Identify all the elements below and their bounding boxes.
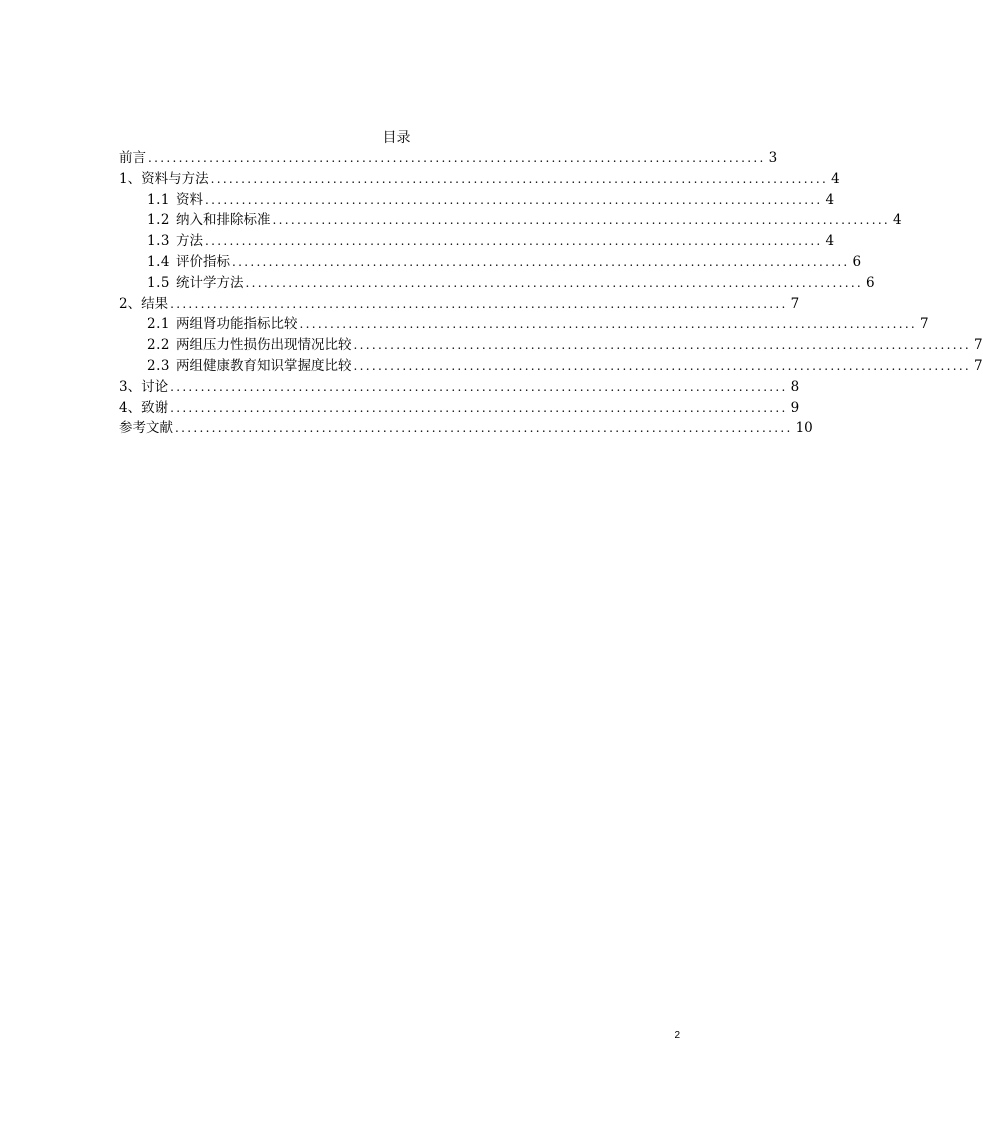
toc-entry-page: 8 xyxy=(790,378,800,395)
toc-dot-leader: ..................................................................................................... xyxy=(299,317,918,332)
toc-dot-leader: ..................................................................................................... xyxy=(175,421,793,436)
toc-entry-number: 4、 xyxy=(119,399,142,416)
toc-dot-leader: ..................................................................................................... xyxy=(210,171,829,186)
toc-entry-number: 1.1 xyxy=(147,191,170,208)
toc-entry-title: 统计学方法 xyxy=(175,274,244,291)
toc-entry-number: 1.5 xyxy=(147,274,170,291)
toc-entry-title: 前言 xyxy=(119,150,146,166)
toc-dot-leader: ..................................................................................................... xyxy=(245,275,864,290)
toc-entry-evaluation-indicators[interactable] xyxy=(119,252,862,273)
toc-entry-title: 评价指标 xyxy=(175,253,230,270)
toc-entry-methods[interactable] xyxy=(119,231,835,252)
toc-entry-page: 7 xyxy=(920,316,929,333)
toc-entry-number: 1、 xyxy=(119,170,142,187)
toc-entry-label xyxy=(119,294,170,315)
toc-entry-health-education[interactable] xyxy=(119,356,983,377)
toc-entry-label xyxy=(147,252,232,273)
toc-entry-title: 讨论 xyxy=(141,378,169,395)
toc-entry-label xyxy=(147,314,299,335)
toc-entry-references[interactable] xyxy=(119,418,813,439)
toc-entry-number: 2.1 xyxy=(147,316,170,333)
toc-dot-leader: ..................................................................................................... xyxy=(204,234,823,249)
toc-dot-leader: ..................................................................................................... xyxy=(148,151,766,165)
toc-entry-label xyxy=(119,148,148,169)
toc-dot-leader: ..................................................................................................... xyxy=(231,254,850,269)
toc-entry-number: 2.2 xyxy=(147,337,170,354)
toc-dot-leader: ..................................................................................................... xyxy=(353,338,972,353)
toc-entry-page: 7 xyxy=(790,295,800,312)
toc-entry-label xyxy=(119,169,211,190)
toc-entry-title: 资料 xyxy=(175,191,203,208)
toc-entry-title: 参考文献 xyxy=(119,420,173,437)
toc-entry-pressure-injury[interactable] xyxy=(119,335,983,356)
toc-entry-page: 4 xyxy=(825,233,835,250)
toc-entry-number: 1.3 xyxy=(147,233,170,250)
toc-entry-preface[interactable] xyxy=(119,148,778,169)
toc-dot-leader: ..................................................................................................... xyxy=(204,192,823,207)
toc-entry-title: 方法 xyxy=(175,233,203,250)
toc-dot-leader: ..................................................................................................... xyxy=(170,400,788,415)
toc-entry-number: 1.2 xyxy=(147,212,170,229)
page-number: 2 xyxy=(674,1030,680,1041)
toc-entry-title: 结果 xyxy=(141,295,169,312)
toc-entry-label xyxy=(119,398,170,419)
toc-entry-materials-methods[interactable] xyxy=(119,169,840,190)
toc-entry-label xyxy=(147,335,353,356)
toc-entry-statistical-methods[interactable] xyxy=(119,273,875,294)
toc-entry-page: 4 xyxy=(893,212,902,229)
toc-entry-number: 1.4 xyxy=(147,253,170,270)
toc-entry-title: 两组压力性损伤出现情况比较 xyxy=(175,337,352,354)
toc-entry-label xyxy=(147,231,205,252)
toc-entry-page: 3 xyxy=(768,150,778,166)
toc-entry-label xyxy=(147,190,205,211)
toc-entry-page: 7 xyxy=(974,357,983,374)
toc-entry-label xyxy=(119,377,170,398)
toc-dot-leader: ..................................................................................................... xyxy=(272,213,891,228)
toc-title: 目录 xyxy=(382,130,411,146)
toc-entry-page: 6 xyxy=(866,274,875,291)
toc-list xyxy=(119,148,983,439)
toc-entry-page: 4 xyxy=(825,191,835,208)
toc-entry-label xyxy=(147,356,353,377)
toc-entry-renal-function[interactable] xyxy=(119,314,929,335)
toc-entry-acknowledgements[interactable] xyxy=(119,398,800,419)
toc-entry-title: 两组健康教育知识掌握度比较 xyxy=(175,357,352,374)
toc-entry-label xyxy=(119,418,175,439)
toc-entry-page: 9 xyxy=(790,399,800,416)
toc-entry-page: 10 xyxy=(795,420,813,437)
toc-entry-number: 3、 xyxy=(119,378,142,395)
toc-entry-label xyxy=(147,210,272,231)
toc-entry-title: 两组肾功能指标比较 xyxy=(175,316,298,333)
toc-entry-number: 2.3 xyxy=(147,357,170,374)
toc-entry-page: 4 xyxy=(831,170,840,187)
toc-entry-title: 资料与方法 xyxy=(141,170,209,187)
toc-entry-number: 2、 xyxy=(119,295,142,312)
toc-entry-label xyxy=(147,273,245,294)
toc-dot-leader: ..................................................................................................... xyxy=(353,358,972,373)
toc-entry-title: 纳入和排除标准 xyxy=(175,212,271,229)
toc-entry-inclusion-exclusion[interactable] xyxy=(119,210,902,231)
toc-entry-title: 致谢 xyxy=(141,399,169,416)
toc-dot-leader: ..................................................................................................... xyxy=(170,296,788,311)
toc-entry-results[interactable] xyxy=(119,294,800,315)
toc-entry-materials[interactable] xyxy=(119,190,835,211)
toc-entry-page: 7 xyxy=(974,337,983,354)
toc-dot-leader: ..................................................................................................... xyxy=(170,379,788,394)
toc-entry-discussion[interactable] xyxy=(119,377,800,398)
toc-entry-page: 6 xyxy=(852,253,862,270)
